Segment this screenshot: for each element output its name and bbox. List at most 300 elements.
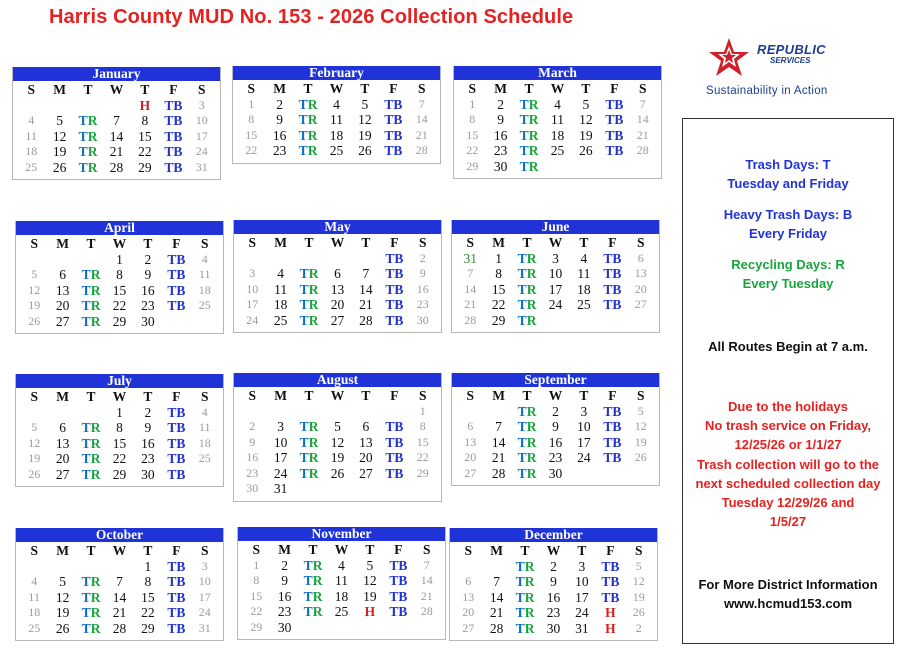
trash-heavy-day: TB [167,267,186,282]
date-cell: 17 [577,434,591,450]
empty-day [482,559,510,575]
date-cell: 6 [637,250,644,265]
date-cell: 8 [144,574,152,589]
routes-note: All Routes Begin at 7 a.m. [708,339,868,354]
trash-recycling-day: TR [81,605,101,620]
trash-heavy-day: TB [389,604,408,619]
date-cell: 12 [55,589,70,605]
date-cell: 22 [112,451,127,466]
weekday-label: S [468,81,476,96]
weekday-label: T [522,388,532,403]
empty-day [266,251,294,267]
empty-day [238,251,266,267]
date-cell: 2 [550,558,557,574]
date-cell: 13 [634,266,647,280]
date-cell: 16 [546,589,561,605]
weekday-label: M [490,543,503,558]
date-cell: 4 [554,96,561,112]
date-cell: 24 [273,465,288,481]
more-info-label: For More District Information [698,577,878,592]
date-cell: 22 [138,144,152,159]
trash-recycling-day: TR [81,420,101,435]
trash-recycling-day: TR [517,450,537,465]
weekday-label: S [418,81,426,96]
date-cell: 19 [363,588,377,604]
date-cell: 3 [580,403,588,419]
empty-day [323,404,351,420]
date-cell: 15 [491,281,506,297]
date-cell: 10 [548,266,563,281]
month-header: July [16,374,223,388]
date-cell: 12 [28,282,41,297]
date-cell: 10 [195,113,208,127]
empty-day [77,559,105,575]
date-cell: 29 [250,619,263,634]
date-cell: 29 [138,159,152,175]
date-cell: 6 [362,419,370,434]
weekday-label: S [201,389,209,404]
date-cell: 4 [201,404,208,419]
empty-day [20,559,48,575]
date-cell: 25 [198,451,211,465]
date-cell: 25 [550,143,565,158]
date-cell: 25 [273,312,288,328]
empty-day [543,159,571,175]
date-cell: 28 [464,312,477,327]
date-cell: 18 [329,127,344,143]
weekday-label: W [329,81,344,96]
holiday-day: H [139,97,151,113]
date-cell: 14 [420,573,433,587]
weekday-label: M [56,543,69,558]
date-cell: 18 [25,144,38,158]
month-header: September [452,373,659,387]
weekday-label: S [635,543,643,558]
trash-heavy-day: TB [384,96,403,112]
weekday-label: W [334,542,349,557]
date-cell: 12 [634,419,647,433]
calendar-september [451,373,660,486]
month-header: August [234,373,441,387]
trash-heavy-day: TB [167,282,186,298]
day-grid [454,80,661,178]
trash-heavy-day: TB [605,96,624,112]
date-cell: 28 [359,312,373,328]
date-cell: 23 [277,604,292,619]
weekday-label: T [143,389,153,404]
day-grid [233,80,440,163]
trash-heavy-day: TB [389,588,408,604]
weekday-label: M [492,388,505,403]
trash-recycling-day: TR [303,588,323,604]
empty-day [352,404,380,420]
date-cell: 5 [59,574,66,589]
holiday-day: H [364,604,376,619]
date-cell: 31 [198,620,211,635]
date-cell: 26 [634,450,647,464]
empty-day [191,467,219,483]
date-cell: 5 [361,96,369,112]
day-grid [16,388,223,486]
date-cell: 10 [246,281,259,296]
trash-heavy-day: TB [389,557,408,573]
day-grid [238,541,445,639]
date-cell: 20 [330,297,345,312]
date-cell: 22 [416,450,429,464]
weekday-label: F [389,81,398,96]
trash-recycling-day: TR [517,266,537,281]
weekday-label: T [86,389,96,404]
date-cell: 4 [31,574,38,588]
date-cell: 6 [59,267,66,282]
trash-recycling-day: TR [81,620,101,636]
trash-heavy-day: TB [164,113,183,128]
trash-heavy-day: TB [605,143,624,158]
date-cell: 1 [469,96,476,111]
date-cell: 7 [493,574,500,589]
date-cell: 18 [198,282,211,297]
trash-recycling-day: TR [515,605,535,620]
weekday-label: M [274,235,287,250]
calendar-february [232,66,441,164]
trash-recycling-day: TR [81,267,101,282]
date-cell: 2 [249,419,256,433]
trash-heavy-day: TB [167,466,186,482]
date-cell: 19 [52,144,67,159]
weekday-label: T [577,543,587,558]
date-cell: 1 [116,404,123,420]
date-cell: 4 [201,251,208,266]
date-cell: 9 [249,434,256,449]
trash-days-label: Trash Days: T [745,157,831,172]
date-cell: 5 [56,113,63,128]
weekday-label: M [53,82,66,97]
date-cell: 13 [462,589,475,604]
date-cell: 28 [491,465,506,481]
trash-recycling-day: TR [78,113,98,128]
date-cell: 30 [141,466,155,482]
weekday-label: W [330,388,345,403]
date-cell: 15 [250,588,263,603]
date-cell: 4 [580,250,588,266]
weekday-label: T [581,81,591,96]
trash-recycling-day: TR [515,589,535,605]
date-cell: 30 [416,312,429,327]
weekday-label: W [109,82,124,97]
weekday-label: F [608,235,617,250]
trash-recycling-day: TR [298,127,318,143]
date-cell: 15 [141,589,155,605]
weekday-label: M [56,389,69,404]
empty-day [352,251,380,267]
weekday-label: T [304,388,314,403]
date-cell: 26 [28,466,41,481]
date-cell: 23 [493,143,508,158]
trash-recycling-day: TR [519,96,539,112]
date-cell: 19 [28,451,41,465]
date-cell: 3 [198,97,205,112]
date-cell: 28 [420,604,433,618]
date-cell: 2 [552,403,559,419]
date-cell: 9 [144,267,152,282]
heavy-trash-label: Heavy Trash Days: B [723,207,853,222]
holiday-line-1: Due to the holidays [728,399,848,414]
date-cell: 26 [55,620,70,636]
date-cell: 3 [249,266,256,280]
date-cell: 5 [31,267,38,281]
trash-recycling-day: TR [303,573,323,588]
month-header: April [16,221,223,235]
weekday-label: T [360,81,370,96]
empty-day [327,620,355,636]
weekday-label: T [524,81,534,96]
date-cell: 20 [464,450,477,464]
date-cell: 7 [113,113,120,128]
date-cell: 2 [419,250,426,265]
trash-recycling-day: TR [81,282,101,298]
date-cell: 9 [552,419,559,434]
date-cell: 4 [333,96,340,112]
date-cell: 9 [144,420,152,435]
date-cell: 10 [273,434,288,450]
date-cell: 22 [491,297,506,312]
trash-heavy-day: TB [164,128,183,144]
trash-recycling-day: TR [299,450,319,465]
trash-days-detail: Tuesday and Friday [727,176,849,191]
trash-recycling-day: TR [517,419,537,434]
trash-heavy-day: TB [167,605,186,620]
trash-recycling-day: TR [298,112,318,127]
date-cell: 5 [582,96,590,112]
date-cell: 11 [274,281,288,297]
date-cell: 16 [548,434,563,450]
date-cell: 29 [491,312,506,328]
holiday-day: H [605,605,616,620]
empty-day [17,98,45,114]
date-cell: 20 [55,451,70,466]
date-cell: 6 [59,420,66,435]
weekday-label: F [606,543,615,558]
date-cell: 29 [112,466,127,482]
date-cell: 29 [416,465,429,480]
date-cell: 2 [144,251,152,267]
empty-day [352,481,380,497]
date-cell: 21 [420,588,433,603]
weekday-label: S [637,388,645,403]
trash-recycling-day: TR [81,589,101,605]
empty-day [356,620,384,636]
weekday-label: M [492,235,505,250]
date-cell: 22 [466,143,479,157]
weekday-label: S [198,82,206,97]
trash-heavy-day: TB [167,620,186,636]
date-cell: 7 [423,557,430,572]
date-cell: 14 [489,589,504,605]
trash-recycling-day: TR [299,419,319,434]
date-cell: 7 [362,266,370,281]
date-cell: 26 [358,143,372,158]
empty-day [600,159,628,175]
date-cell: 8 [253,573,260,587]
weekday-label: S [464,543,472,558]
date-cell: 2 [276,96,283,112]
weekday-label: S [466,388,474,403]
month-header: March [454,66,661,80]
trash-recycling-day: TR [78,128,98,144]
date-cell: 16 [141,282,155,298]
empty-day [45,98,73,114]
date-cell: 18 [550,127,565,143]
empty-day [48,252,76,268]
weekday-label: M [274,388,287,403]
trash-heavy-day: TB [164,97,183,113]
holiday-line-3: 12/25/26 or 1/1/27 [734,437,842,452]
logo-name: REPUBLIC [757,42,826,57]
date-cell: 15 [416,434,429,449]
trash-heavy-day: TB [384,112,403,127]
weekday-label: S [30,389,38,404]
trash-heavy-day: TB [385,297,404,312]
empty-day [102,98,130,114]
month-header: November [238,527,445,541]
weekday-label: T [361,235,371,250]
date-cell: 7 [418,96,425,111]
date-cell: 4 [338,557,345,573]
date-cell: 9 [419,266,426,280]
weekday-label: M [494,81,507,96]
trash-heavy-day: TB [167,558,186,574]
date-cell: 11 [28,589,40,604]
date-cell: 19 [28,298,41,312]
calendar-march [453,66,662,179]
date-cell: 17 [548,281,563,297]
calendar-august [233,373,442,502]
month-header: January [13,67,220,81]
date-cell: 16 [272,127,287,143]
month-header: December [450,528,657,542]
date-cell: 31 [463,250,477,266]
date-cell: 14 [112,589,127,605]
weekday-label: S [247,81,255,96]
date-cell: 31 [195,159,208,174]
date-cell: 23 [548,450,563,465]
logo-tagline: Sustainability in Action [706,85,828,97]
date-cell: 9 [550,574,557,589]
date-cell: 26 [632,605,645,619]
empty-day [484,404,512,420]
date-cell: 12 [28,435,41,450]
trash-recycling-day: TR [299,281,319,297]
calendar-april [15,221,224,334]
date-cell: 21 [636,127,649,142]
day-grid [234,234,441,332]
weekday-label: S [252,542,260,557]
day-grid [450,542,657,640]
date-cell: 8 [141,113,149,128]
date-cell: 25 [334,604,349,619]
date-cell: 1 [248,96,255,111]
weekday-label: S [466,235,474,250]
date-cell: 2 [497,96,504,112]
date-cell: 17 [195,128,208,143]
date-cell: 19 [330,450,345,465]
date-cell: 20 [55,298,70,313]
date-cell: 1 [419,403,426,418]
weekday-label: W [548,388,563,403]
date-cell: 14 [636,112,649,126]
trash-heavy-day: TB [603,419,622,434]
weekday-label: S [639,81,647,96]
weekday-label: T [520,543,530,558]
district-website: www.hcmud153.com [723,596,853,611]
empty-day [454,559,482,575]
date-cell: 11 [199,420,211,434]
empty-day [48,405,76,421]
date-cell: 26 [28,313,41,328]
trash-recycling-day: TR [299,465,319,481]
trash-heavy-day: TB [167,589,186,605]
date-cell: 11 [25,128,37,143]
date-cell: 11 [199,267,211,281]
empty-day [162,314,190,330]
date-cell: 24 [195,144,208,158]
trash-recycling-day: TR [298,96,318,112]
weekday-label: T [522,235,532,250]
date-cell: 28 [109,159,124,175]
date-cell: 30 [141,313,155,329]
date-cell: 19 [55,605,70,620]
trash-recycling-day: TR [81,574,101,589]
weekday-label: F [610,81,619,96]
date-cell: 15 [112,282,127,298]
date-cell: 12 [363,573,377,588]
trash-recycling-day: TR [517,297,537,312]
date-cell: 13 [464,434,477,449]
date-cell: 7 [116,574,123,589]
calendar-october [15,528,224,641]
date-cell: 15 [466,127,479,142]
date-cell: 3 [578,558,586,574]
weekday-label: W [550,81,565,96]
date-cell: 13 [55,435,70,451]
trash-heavy-day: TB [385,434,404,450]
trash-heavy-day: TB [164,159,183,175]
date-cell: 17 [575,589,589,605]
empty-day [380,404,408,420]
date-cell: 27 [462,620,475,635]
date-cell: 22 [112,298,127,313]
date-cell: 13 [55,282,70,298]
trash-heavy-day: TB [167,298,186,313]
date-cell: 7 [495,419,502,434]
empty-day [77,405,105,421]
empty-day [238,404,266,420]
weekday-label: F [390,388,399,403]
empty-day [572,159,600,175]
date-cell: 31 [575,620,589,636]
date-cell: 10 [198,574,211,588]
calendar-november [237,527,446,640]
date-cell: 18 [273,297,288,312]
empty-day [48,559,76,575]
trash-recycling-day: TR [519,158,539,174]
weekday-label: T [143,236,153,251]
date-cell: 21 [491,450,506,465]
date-cell: 11 [550,112,564,127]
date-cell: 8 [248,112,255,126]
date-cell: 18 [28,605,41,619]
date-cell: 24 [548,297,563,312]
